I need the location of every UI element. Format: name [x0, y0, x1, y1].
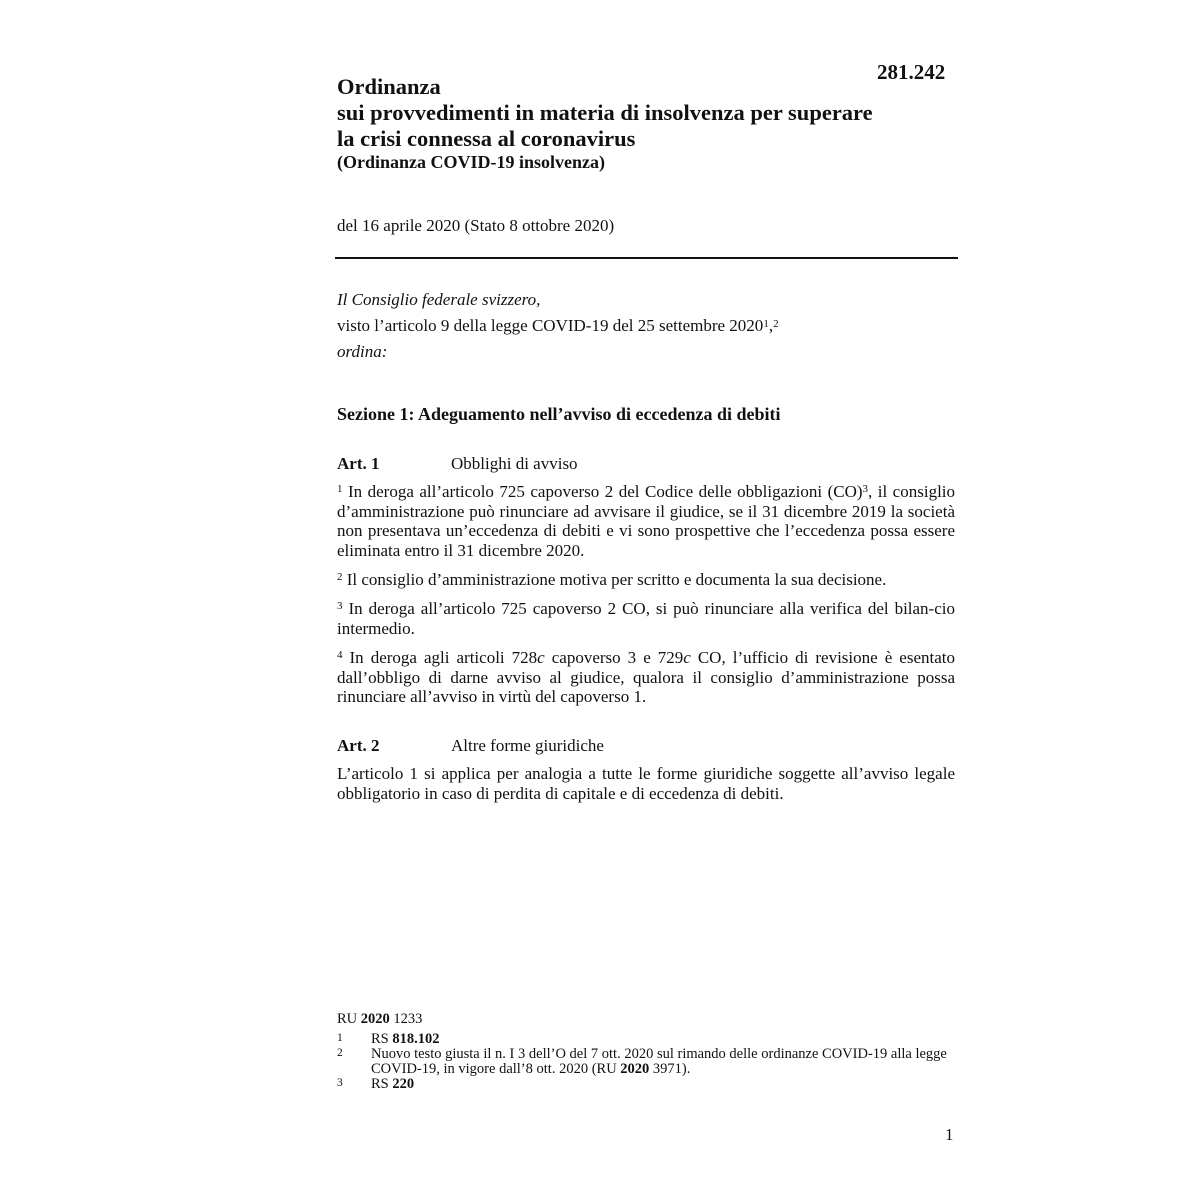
- document-title: [337, 74, 957, 152]
- sr-number: 281.242: [877, 60, 946, 84]
- preamble: [337, 287, 779, 365]
- footnote-2: 2 Nuovo testo giusta il n. I 3 dell’O del 7 ott. 2020 sul rimando delle ordinanze COVID-19 alla legge COVID-19, in vigore dall’8 ott. 2020 (RU 2020 3971).: [337, 1046, 947, 1077]
- art-1-number: Art. 1: [337, 454, 380, 473]
- ru-reference: RU 2020 1233: [337, 1011, 423, 1027]
- document-date: del 16 aprile 2020 (Stato 8 ottobre 2020): [337, 216, 615, 235]
- preamble-basis: visto l’articolo 9 della legge COVID-19 del 25 settembre 2020$^1$,$^2$: [337, 316, 779, 335]
- art-1-paragraph-2: $^2$ Il consiglio d’amministrazione motiva per scritto e documenta la sua decisione.: [337, 570, 887, 589]
- title-line-1: Ordinanza: [337, 74, 441, 99]
- page-number: 1: [945, 1125, 954, 1144]
- art-1-paragraph-4: $^4$ In deroga agli articoli 728c capoverso 3 e 729c CO, l’ufficio di revisione è esentato dall’obbligo di darne avviso al giudice, qualora il consiglio d’amministrazione possa rinunciare all’avviso in virtù del capoverso 1.: [337, 648, 955, 707]
- footnote-3: 3 RS 220: [337, 1076, 415, 1092]
- art-2-title: Altre forme giuridiche: [451, 736, 604, 755]
- footnotes: [337, 1012, 957, 1092]
- art-2-number: Art. 2: [337, 736, 380, 755]
- art-2-heading: [337, 736, 604, 756]
- title-divider: [335, 257, 958, 259]
- footnote-ref-3[interactable]: 3: [862, 483, 869, 495]
- footnote-1: 1 RS 818.102: [337, 1031, 440, 1047]
- section-1-heading: Sezione 1: Adeguamento nell’avviso di eccedenza di debiti: [337, 404, 781, 424]
- title-line-2: sui provvedimenti in materia di insolvenza per superare: [337, 100, 873, 125]
- preamble-decree: ordina:: [337, 342, 388, 361]
- footnote-ref-2[interactable]: 2: [773, 318, 779, 330]
- title-line-3: la crisi connessa al coronavirus: [337, 126, 636, 151]
- art-2-paragraph-1: L’articolo 1 si applica per analogia a tutte le forme giuridiche soggette all’avviso legale obbligatorio in caso di perdita di capitale e di eccedenza di debiti.: [337, 764, 955, 803]
- document-subtitle: (Ordinanza COVID-19 insolvenza): [337, 152, 606, 172]
- art-1-paragraph-3: $^3$ In deroga all’articolo 725 capoverso 2 CO, si può rinunciare alla verifica del bilan-cio intermedio.: [337, 599, 955, 638]
- preamble-authority: Il Consiglio federale svizzero,: [337, 290, 541, 309]
- footnote-ref-1[interactable]: 1: [763, 318, 769, 330]
- art-1-title: Obblighi di avviso: [451, 454, 578, 473]
- art-1-heading: [337, 454, 578, 474]
- art-1-paragraph-1: $^1$ In deroga all’articolo 725 capoverso 2 del Codice delle obbligazioni (CO)$^3$, il consiglio d’amministrazione può rinunciare ad avvisare il giudice, se il 31 dicembre 2019 la società non presentava un’eccedenza di debiti e vi sono prospettive che l’eccedenza possa essere eliminata entro il 31 dicembre 2020.: [337, 482, 956, 561]
